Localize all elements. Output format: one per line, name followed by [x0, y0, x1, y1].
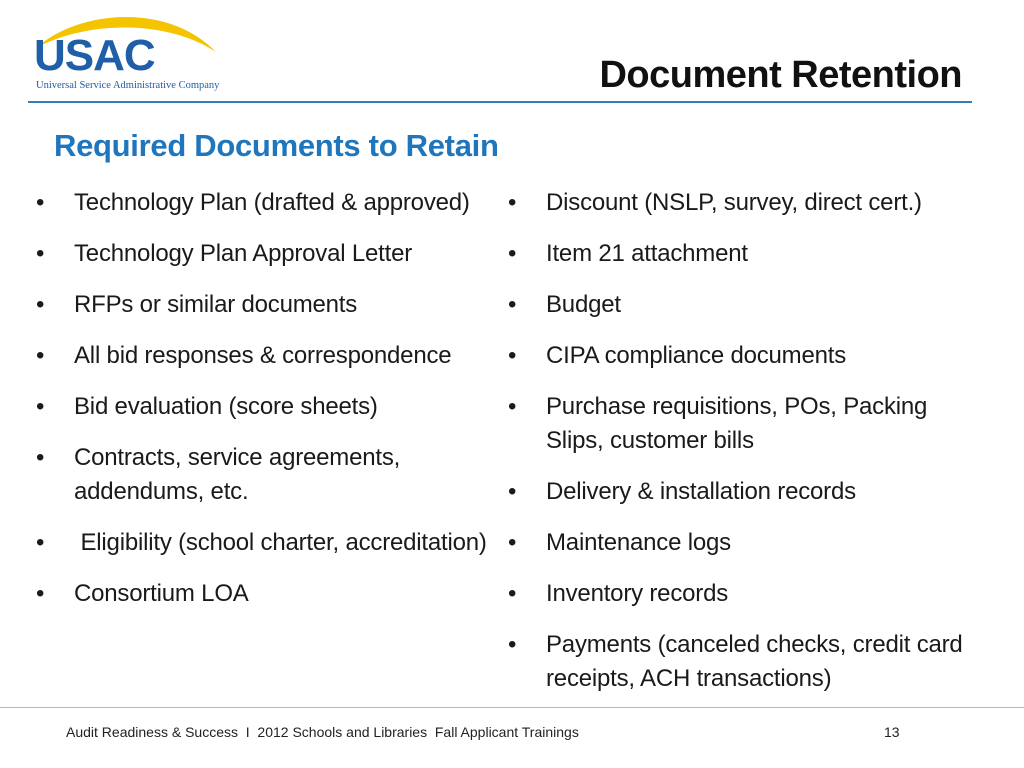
list-item: • Discount (NSLP, survey, direct cert.) — [506, 186, 976, 220]
list-item: • All bid responses & correspondence — [34, 339, 504, 373]
list-item: • Payments (canceled checks, credit card receipts, ACH transactions) — [506, 628, 976, 696]
page-number: 13 — [884, 724, 900, 740]
title-divider — [28, 101, 972, 103]
list-item: • Delivery & installation records — [506, 475, 976, 509]
footer-divider — [0, 707, 1024, 708]
list-item: • Eligibility (school charter, accreditation) — [34, 526, 504, 560]
list-item: • Inventory records — [506, 577, 976, 611]
list-item: • Consortium LOA — [34, 577, 504, 611]
list-item: • Contracts, service agreements, addendums, etc. — [34, 441, 504, 509]
left-document-list — [34, 186, 504, 628]
slide-title: Document Retention — [599, 54, 962, 96]
list-item: • RFPs or similar documents — [34, 288, 504, 322]
list-item: • Bid evaluation (score sheets) — [34, 390, 504, 424]
list-item: • Item 21 attachment — [506, 237, 976, 271]
list-item: • CIPA compliance documents — [506, 339, 976, 373]
list-item: • Technology Plan (drafted & approved) — [34, 186, 504, 220]
list-item: • Maintenance logs — [506, 526, 976, 560]
footer-text: Audit Readiness & Success I 2012 Schools and Libraries Fall Applicant Trainings — [66, 724, 579, 740]
usac-logo — [28, 8, 238, 96]
list-item: • Budget — [506, 288, 976, 322]
list-item: • Technology Plan Approval Letter — [34, 237, 504, 271]
logo-wordmark: USAC — [34, 31, 155, 80]
section-heading: Required Documents to Retain — [54, 128, 499, 163]
logo-tagline: Universal Service Administrative Company — [36, 80, 220, 91]
list-item: • Purchase requisitions, POs, Packing Slips, customer bills — [506, 390, 976, 458]
right-document-list — [506, 186, 976, 713]
